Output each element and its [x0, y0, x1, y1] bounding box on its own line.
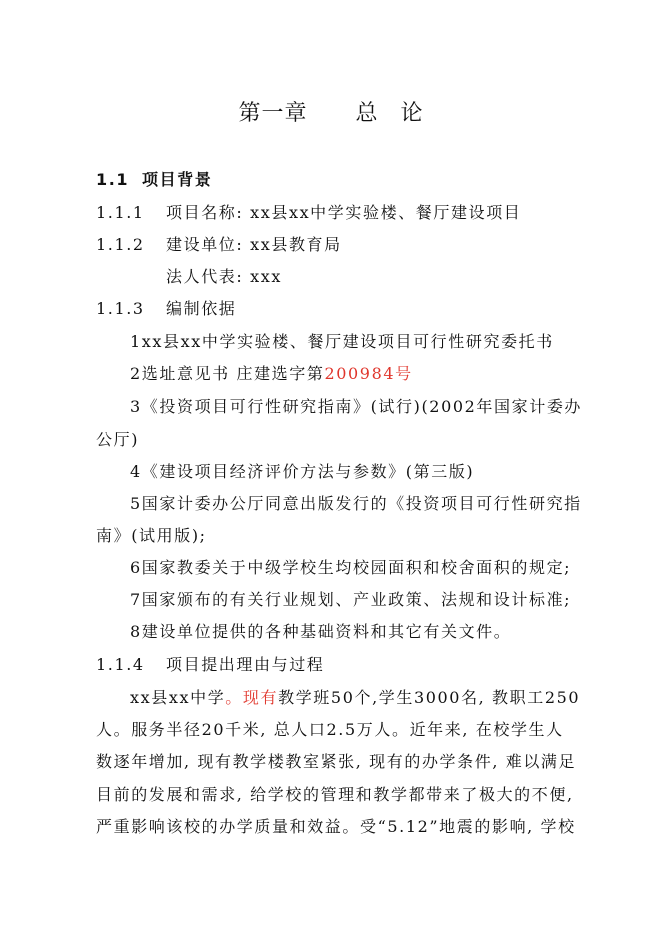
item-number: 1.1.4 — [96, 655, 145, 674]
chapter-title-number: 第一章 — [238, 101, 308, 126]
item-number: 1.1.1 — [96, 203, 145, 222]
basis-item-2 — [130, 364, 413, 384]
basis-item-7: 7国家颁布的有关行业规划、产业政策、法规和设计标准; — [130, 590, 572, 609]
reason-line-3: 数逐年增加, 现有教学楼教室紧张, 现有的办学条件, 难以满足 — [96, 752, 577, 771]
item-label: 编制依据 — [166, 299, 237, 318]
item-1-1-2 — [96, 235, 342, 255]
basis-item-8: 8建设单位提供的各种基础资料和其它有关文件。 — [130, 622, 512, 641]
basis-item-5-line-2: 南》(试用版); — [96, 526, 207, 545]
reason-stats: 教学班50个,学生3000名, 教职工250 — [278, 688, 581, 707]
basis-item-1: 1xx县xx中学实验楼、餐厅建设项目可行性研究委托书 — [130, 332, 554, 351]
item-label: 项目提出理由与过程 — [166, 655, 325, 674]
section-title: 项目背景 — [142, 170, 213, 189]
basis-item-5-line-1: 5国家计委办公厅同意出版发行的《投资项目可行性研究指 — [130, 494, 582, 513]
basis-item-3-line-2: 公厅) — [96, 430, 140, 449]
basis-item-3-line-1: 3《投资项目可行性研究指南》(试行)(2002年国家计委办 — [130, 397, 583, 416]
basis-2-highlight: 200984号 — [324, 364, 413, 383]
section-heading-1-1 — [96, 170, 212, 190]
item-label: 建设单位: — [166, 235, 244, 254]
reason-school: xx县xx中学 — [130, 688, 226, 707]
basis-2-text: 2选址意见书 庄建选字第 — [130, 364, 325, 383]
item-number: 1.1.3 — [96, 299, 145, 318]
legal-rep-label: 法人代表: — [166, 267, 244, 286]
reason-line-1 — [130, 688, 580, 708]
chapter-title-word-2: 论 — [400, 101, 424, 126]
item-1-1-4 — [96, 655, 324, 675]
reason-line-5: 严重影响该校的办学质量和效益。受“5.12”地震的影响, 学校 — [96, 817, 576, 836]
construction-unit: xx县教育局 — [250, 235, 342, 254]
item-1-1-3 — [96, 299, 236, 319]
reason-line-2: 人。服务半径20千米, 总人口2.5万人。近年来, 在校学生人 — [96, 720, 564, 739]
chapter-title — [0, 100, 662, 128]
chapter-title-word-1: 总 — [355, 101, 379, 126]
legal-representative — [166, 267, 282, 287]
project-name: xx县xx中学实验楼、餐厅建设项目 — [250, 203, 522, 222]
item-label: 项目名称: — [166, 203, 244, 222]
legal-rep-value: xxx — [250, 267, 282, 286]
reason-highlight: 。现有 — [225, 688, 279, 707]
section-number: 1.1 — [96, 170, 130, 189]
reason-line-4: 目前的发展和需求, 给学校的管理和教学都带来了极大的不便, — [96, 785, 574, 804]
basis-item-4: 4《建设项目经济评价方法与参数》(第三版) — [130, 462, 475, 481]
basis-item-6: 6国家教委关于中级学校生均校园面积和校舍面积的规定; — [130, 558, 572, 577]
item-number: 1.1.2 — [96, 235, 145, 254]
item-1-1-1 — [96, 203, 521, 223]
